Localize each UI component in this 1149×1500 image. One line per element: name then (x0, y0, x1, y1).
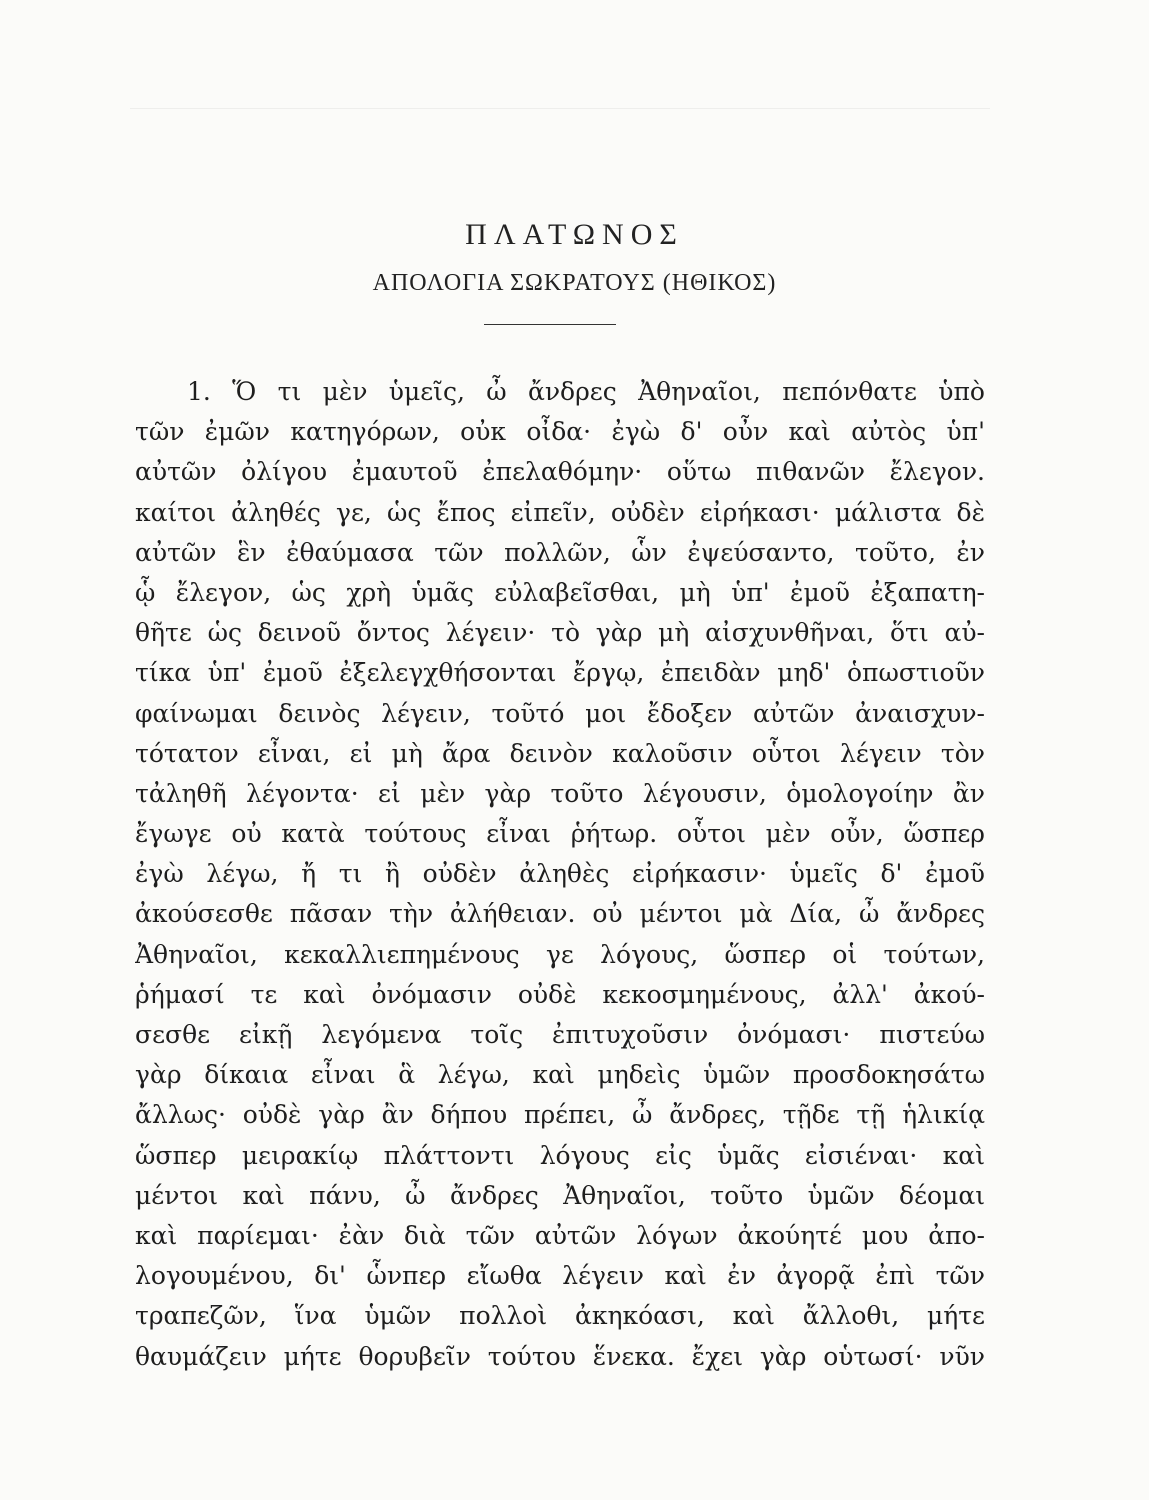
text-line: φαίνωμαι δεινὸς λέγειν, τοῦτό μοι ἔδοξεν αὐτῶν ἀναισχυν- (135, 698, 985, 728)
work-title: ΑΠΟΛΟΓΙΑ ΣΩΚΡΑΤΟΥΣ (ΗΘΙΚΟΣ) (372, 270, 777, 296)
text-line: αὐτῶν ἓν ἐθαύμασα τῶν πολλῶν, ὧν ἐψεύσαντο, τοῦτο, ἐν (135, 537, 985, 567)
text-line: ἔγωγε οὐ κατὰ τούτους εἶναι ῥήτωρ. οὗτοι μὲν οὖν, ὥσπερ (135, 819, 985, 849)
text-line: ἀκούσεσθε πᾶσαν τὴν ἀλήθειαν. οὐ μέντοι μὰ Δία, ὦ ἄνδρες (135, 899, 985, 929)
text-line: γὰρ δίκαια εἶναι ἃ λέγω, καὶ μηδεὶς ὑμῶν προσδοκησάτω (135, 1060, 985, 1090)
text-line: σεσθε εἰκῇ λεγόμενα τοῖς ἐπιτυχοῦσιν ὀνόμασι· πιστεύω (135, 1020, 985, 1049)
text-line: ᾧ ἔλεγον, ὡς χρὴ ὑμᾶς εὐλαβεῖσθαι, μὴ ὑπ' ἐμοῦ ἐξαπατη- (135, 577, 985, 607)
title-rule (484, 324, 616, 325)
text-line: τῶν ἐμῶν κατηγόρων, οὐκ οἶδα· ἐγὼ δ' οὖν καὶ αὐτὸς ὑπ' (135, 417, 985, 447)
text-line: ὥσπερ μειρακίῳ πλάττοντι λόγους εἰς ὑμᾶς εἰσιέναι· καὶ (135, 1140, 985, 1170)
text-line: μέντοι καὶ πάνυ, ὦ ἄνδρες Ἀθηναῖοι, τοῦτο ὑμῶν δέομαι (135, 1180, 985, 1210)
bleed-through-header (130, 78, 990, 109)
text-line: λογουμένου, δι' ὧνπερ εἴωθα λέγειν καὶ ἐν ἀγορᾷ ἐπὶ τῶν (135, 1261, 985, 1291)
text-line: αὐτῶν ὀλίγου ἐμαυτοῦ ἐπελαθόμην· οὕτω πιθανῶν ἔλεγον. (135, 457, 985, 487)
text-line: θῆτε ὡς δεινοῦ ὄντος λέγειν· τὸ γὰρ μὴ αἰσχυνθῆναι, ὅτι αὐ- (135, 618, 985, 648)
text-line: τίκα ὑπ' ἐμοῦ ἐξελεγχθήσονται ἔργῳ, ἐπειδὰν μηδ' ὁπωστιοῦν (135, 658, 985, 688)
text-line: Ἀθηναῖοι, κεκαλλιεπημένους γε λόγους, ὥσπερ οἱ τούτων, (135, 939, 985, 969)
text-line: τότατον εἶναι, εἰ μὴ ἄρα δεινὸν καλοῦσιν οὗτοι λέγειν τὸν (135, 738, 985, 768)
text-line: θαυμάζειν μήτε θορυβεῖν τούτου ἕνεκα. ἔχει γὰρ οὑτωσί· νῦν (135, 1341, 985, 1371)
author-heading: ΠΛΑΤΩΝΟΣ (465, 218, 684, 251)
text-line: καίτοι ἀληθές γε, ὡς ἔπος εἰπεῖν, οὐδὲν εἰρήκασι· μάλιστα δὲ (135, 497, 985, 527)
text-line: καὶ παρίεμαι· ἐὰν διὰ τῶν αὐτῶν λόγων ἀκούητέ μου ἀπο- (135, 1220, 985, 1250)
text-line: τραπεζῶν, ἵνα ὑμῶν πολλοὶ ἀκηκόασι, καὶ ἄλλοθι, μήτε (135, 1301, 985, 1331)
text-line: 1. Ὅ τι μὲν ὑμεῖς, ὦ ἄνδρες Ἀθηναῖοι, πεπόνθατε ὑπὸ (187, 377, 985, 406)
text-line: ἐγὼ λέγω, ἤ τι ἢ οὐδὲν ἀληθὲς εἰρήκασιν· ὑμεῖς δ' ἐμοῦ (135, 859, 985, 889)
text-line: τἀληθῆ λέγοντα· εἰ μὲν γὰρ τοῦτο λέγουσιν, ὁμολογοίην ἂν (135, 778, 985, 808)
text-line: ῥήμασί τε καὶ ὀνόμασιν οὐδὲ κεκοσμημένους, ἀλλ' ἀκού- (135, 979, 985, 1009)
text-line: ἄλλως· οὐδὲ γὰρ ἂν δήπου πρέπει, ὦ ἄνδρες, τῇδε τῇ ἡλικίᾳ (135, 1100, 985, 1130)
body-text (135, 372, 985, 1377)
